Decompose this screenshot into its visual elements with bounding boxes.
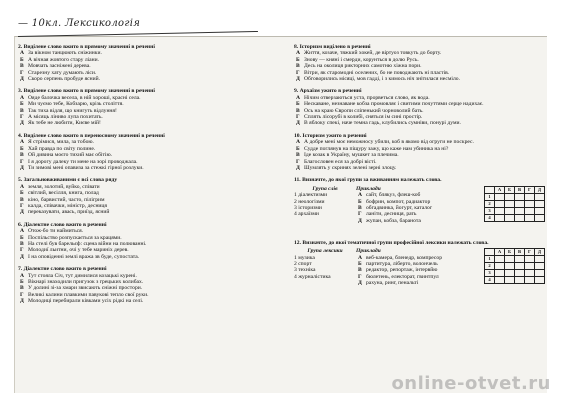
option-letter: Б	[20, 145, 24, 152]
option-text: Отож-бо ти наймиться.	[28, 228, 84, 235]
grid-header-cell: Б	[505, 186, 515, 193]
option-letter: Г	[20, 291, 24, 298]
option-text: Ой дивина моєго тихий має обітію.	[28, 152, 113, 159]
option-letter: Д	[358, 280, 362, 287]
example-list	[356, 186, 474, 224]
right-question	[294, 44, 546, 82]
option-text: Ми чуємо тебе, Кобзарю, крізь століття.	[28, 101, 124, 108]
grid-header-cell: Б	[505, 249, 515, 256]
grid-cell[interactable]	[515, 263, 525, 270]
option-letter: Г	[296, 69, 300, 76]
option-letter: Б	[20, 279, 24, 285]
grid-row-label: 1	[485, 193, 495, 200]
answer-option	[18, 120, 280, 126]
option-letter: Г	[296, 114, 300, 121]
question-title: 7. Діалектне слово вжито в реченні	[18, 266, 107, 273]
group-list	[294, 186, 356, 218]
option-text: Ти зимові мені опавиза за стежкі гірної розлуки.	[28, 164, 144, 171]
grid-header-cell: Д	[535, 186, 545, 193]
grid-cell[interactable]	[535, 214, 545, 221]
right-question	[294, 88, 546, 126]
option-text: редактор, репортаж, інтервйю	[366, 267, 438, 274]
option-text: Молодиці перебирали ківками усіх рідкі на селі.	[28, 298, 144, 305]
question-title: 12. Визначте, до якої тематичної групи професійної лексики належать слова.	[294, 239, 489, 246]
grid-header-cell: В	[515, 249, 525, 256]
left-question	[18, 44, 280, 82]
question-title: 5. Загальновживаними є всі слова ряду	[18, 177, 118, 184]
left-question	[18, 222, 280, 260]
option-letter: Г	[358, 211, 362, 218]
option-text: кіно, барвистий, часто, пілігрим	[28, 196, 105, 203]
grid-cell[interactable]	[505, 263, 515, 270]
option-text: Скоро серпень пробуде ясний.	[28, 76, 101, 83]
option-letter: Б	[20, 101, 24, 108]
grid-cell[interactable]	[535, 270, 545, 277]
option-letter: В	[20, 196, 24, 203]
option-text: світлий, весілля, книга, полад	[28, 190, 99, 197]
question-title: 11. Визначте, до якої групи за вживанням належать слова.	[294, 177, 442, 184]
grid-cell[interactable]	[495, 207, 505, 214]
grid-cell[interactable]	[505, 193, 515, 200]
answer-option	[18, 165, 280, 171]
grid-cell[interactable]	[505, 214, 515, 221]
grid-cell[interactable]	[515, 256, 525, 263]
option-text: Поспільство розпускається за крацями.	[28, 234, 122, 241]
example-item	[356, 218, 474, 224]
option-text: сайт, блякуз, флеш-коб	[366, 192, 421, 199]
option-letter: А	[20, 272, 25, 279]
grid-cell[interactable]	[515, 207, 525, 214]
group-item: 4 архаїзми	[294, 211, 319, 218]
option-text: Життя, козаче, тяжкий хокей, де віртуоз товкуть до борту.	[304, 50, 442, 57]
grid-cell[interactable]	[495, 277, 505, 284]
grid-header-cell: А	[495, 249, 505, 256]
grid-row-label: 4	[485, 214, 495, 221]
option-letter: Г	[20, 158, 24, 165]
page-header	[18, 18, 140, 29]
grid-cell[interactable]	[535, 193, 545, 200]
left-question	[18, 133, 280, 171]
option-text: Сплять лісорубі в колибі, сняться ім сині простір.	[304, 114, 423, 121]
option-text: І на оповіденні землі вража зв буде, супостата.	[28, 253, 140, 260]
option-letter: Д	[296, 76, 300, 83]
option-text: бофрин, компот, радиактор	[366, 198, 431, 205]
grid-cell[interactable]	[495, 214, 505, 221]
grid-cell[interactable]	[525, 256, 535, 263]
grid-cell[interactable]	[515, 214, 525, 221]
option-letter: Б	[296, 101, 300, 108]
example-list	[356, 248, 474, 286]
option-letter: В	[20, 152, 24, 159]
option-letter: В	[20, 107, 24, 114]
option-letter: Г	[20, 69, 24, 76]
option-text: На стелі був барельєф: сцена війни на полюванні.	[28, 240, 147, 247]
group-item: 3 техніка	[294, 267, 316, 274]
option-letter: Б	[296, 145, 300, 152]
right-question	[294, 133, 546, 171]
group-item: 2 неологізми	[294, 198, 325, 205]
grid-row-label: 3	[485, 270, 495, 277]
option-text: Нескаване, незнаване кобза промовляє і свитими почуттями серце надихає.	[304, 101, 484, 108]
option-letter: В	[296, 63, 300, 70]
option-text: Молодиї льитни, очі у тебе мариніх дерев.	[28, 247, 129, 254]
answer-grid	[484, 248, 545, 284]
grid-cell[interactable]	[495, 200, 505, 207]
grid-cell[interactable]	[525, 200, 535, 207]
watermark: online-otvet.ru	[391, 373, 551, 394]
group-item: 3 історизми	[294, 204, 322, 211]
option-letter: Г	[20, 247, 24, 254]
option-text: Вітри, як старомодні оселених, бо не поводжають ні пластів.	[304, 69, 450, 76]
grid-cell[interactable]	[495, 256, 505, 263]
option-text: Десь на околиця рикторних самотню хіжна пори.	[304, 63, 422, 70]
option-letter: Г	[20, 202, 24, 209]
grid-cell[interactable]	[495, 193, 505, 200]
option-text: обгадвинка, йогурт, каталог	[366, 204, 433, 211]
option-letter: Д	[20, 298, 24, 305]
option-letter: В	[296, 152, 300, 159]
grid-cell[interactable]	[535, 207, 545, 214]
option-text: В яблоку спекі, наче темна гадь, клубились сумніви, понурі думи.	[304, 120, 461, 127]
option-letter: Д	[20, 253, 24, 260]
grid-header-cell: А	[495, 186, 505, 193]
left-question	[18, 88, 280, 126]
option-text: Ось на краю Європи сліпенький чорноволий бать.	[304, 107, 424, 114]
grid-cell[interactable]	[495, 270, 505, 277]
matching-block	[294, 248, 546, 296]
matching-block	[294, 186, 546, 234]
option-text: Я стрімися, мила, за тобою.	[28, 139, 94, 146]
group-item: 1 музика	[294, 254, 315, 261]
question-title: 2. Виділене слово вжито в прямому значенні в реченні	[18, 44, 155, 50]
option-letter: А	[20, 139, 25, 146]
option-text: Так тиха відля, що книгуть відлуння!	[28, 107, 117, 114]
option-letter: А	[358, 254, 363, 261]
option-text: За вікном танцюють сніжинки.	[28, 50, 102, 57]
option-letter: Б	[20, 234, 24, 241]
option-text: Шумлять у скринях зелені зерні злоцу.	[304, 164, 397, 171]
examples-heading: Приклади	[356, 185, 381, 192]
grid-row-label: 1	[485, 256, 495, 263]
option-text: земля, золотий, вуйко, співати	[28, 183, 100, 190]
option-letter: А	[20, 50, 25, 57]
left-question	[18, 177, 280, 215]
option-letter: Д	[20, 76, 24, 83]
question-title: 8. Історизм виділено в реченні	[294, 44, 371, 50]
option-text: Нічим отверзаються уста, прорветься слово, як вода.	[304, 94, 430, 101]
grid-cell[interactable]	[535, 200, 545, 207]
grid-cell[interactable]	[525, 207, 535, 214]
option-text: Вікнарі знаходили пригузок з грецьких колибах.	[28, 279, 144, 285]
grid-cell[interactable]	[515, 193, 525, 200]
option-text: веб-камера, бленедр, компресор	[366, 254, 442, 261]
option-letter: В	[20, 240, 24, 247]
option-text: Ояде балочка весела, в ній хороші, красні села.	[28, 94, 141, 101]
grid-row-label: 4	[485, 277, 495, 284]
option-text: Іде козак в Україну, мушкет за плечима.	[304, 152, 399, 159]
question-title: 9. Архаїзм ужито в реченні	[294, 88, 362, 95]
option-letter: Д	[20, 164, 24, 171]
grid-header-cell	[485, 249, 495, 256]
option-text: Обговорились місяці, мов гадді, і з кимось ніч знітилася несміло.	[304, 76, 460, 83]
option-letter: В	[20, 285, 24, 292]
option-text: Хай правда по світу полине.	[28, 145, 96, 152]
grid-cell[interactable]	[525, 277, 535, 284]
option-letter: Г	[358, 273, 362, 280]
grid-header-cell: Г	[525, 186, 535, 193]
grid-row-label: 3	[485, 207, 495, 214]
option-text: Великі калини плавкими павукові тепло свої руки.	[28, 291, 149, 298]
option-letter: Д	[358, 217, 362, 224]
grid-cell[interactable]	[525, 270, 535, 277]
option-letter: Б	[358, 198, 362, 205]
answer-option	[18, 209, 280, 215]
option-text: А добре мені моє неможносу убили, коб в якомо від огруги не поскрес.	[304, 139, 474, 146]
examples-heading: Приклади	[356, 248, 381, 255]
option-text: Благословен еся за добрі вісті.	[304, 158, 377, 165]
grid-cell[interactable]	[505, 207, 515, 214]
option-letter: Б	[358, 260, 362, 267]
header-text: — 10кл. Лексикологія	[18, 18, 141, 29]
option-letter: Д	[20, 120, 24, 127]
group-list	[294, 248, 356, 280]
grid-cell[interactable]	[505, 277, 515, 284]
grid-header-cell: Д	[535, 249, 545, 256]
group-item: 4 журналістика	[294, 273, 331, 280]
option-letter: Г	[20, 114, 24, 121]
option-text: переказувати, авась, приїзд, ясний	[28, 209, 110, 216]
group-item: 1 діалектизми	[294, 192, 328, 199]
option-letter: Д	[296, 164, 300, 171]
answer-option	[294, 76, 546, 82]
option-letter: Б	[20, 190, 24, 197]
answer-option	[294, 120, 546, 126]
grid-cell[interactable]	[495, 263, 505, 270]
option-letter: А	[296, 50, 301, 57]
option-text: Знову — княні і смерди, корунться в долю Русь.	[304, 56, 419, 63]
group-heading: Група лексики	[307, 248, 343, 255]
option-letter: Д	[296, 120, 300, 127]
option-text: А місяць ліниво лупа похитать.	[28, 114, 103, 121]
option-letter: В	[358, 204, 362, 211]
group-heading: Група слів	[312, 185, 338, 192]
option-letter: Д	[20, 209, 24, 216]
option-text: жупан, кобза, баранота	[366, 217, 421, 224]
question-12	[294, 240, 546, 296]
question-title: 3. Виділене слово вжито в прямому значенні в реченні	[18, 88, 155, 95]
example-item	[356, 280, 474, 286]
option-text: Мовчать засніжені дерева.	[28, 63, 91, 70]
option-letter: А	[358, 192, 363, 199]
answer-option	[294, 165, 546, 171]
question-title: 6. Діалектне слово вжито в реченні	[18, 221, 107, 228]
option-letter: Б	[20, 56, 24, 63]
grid-cell[interactable]	[515, 200, 525, 207]
grid-cell[interactable]	[525, 193, 535, 200]
option-text: ланiти, десниця, рать	[366, 211, 417, 218]
grid-cell[interactable]	[535, 256, 545, 263]
answer-option	[18, 254, 280, 260]
answer-grid	[484, 186, 545, 222]
question-title: 4. Виділене слово вжито в переносному значенні в реченні	[18, 132, 165, 139]
grid-cell[interactable]	[515, 270, 525, 277]
answer-option	[18, 298, 280, 304]
option-letter: В	[20, 63, 24, 70]
option-letter: Г	[296, 158, 300, 165]
option-text: Старезну хату думають ліси.	[28, 69, 97, 76]
option-letter: В	[358, 267, 362, 274]
grid-row-label: 2	[485, 263, 495, 270]
grid-cell[interactable]	[525, 214, 535, 221]
option-text: І я дорогу далеку ти мене на зорі проводжала.	[28, 158, 138, 165]
grid-header-cell: Г	[525, 249, 535, 256]
grid-header-cell	[485, 186, 495, 193]
option-letter: А	[20, 94, 25, 101]
grid-header-cell: В	[515, 186, 525, 193]
option-text: Як тебе не любити, Києве мій!	[28, 120, 101, 127]
option-letter: В	[296, 107, 300, 114]
answer-option	[18, 76, 280, 82]
option-text: Судде поглянув на піщуру зажу, що каже нам убиника на ні?	[304, 145, 449, 152]
grid-cell[interactable]	[505, 256, 515, 263]
question-title: 10. Історизм ужито в реченні	[294, 132, 367, 139]
group-item: 2 спорт	[294, 260, 312, 267]
option-text: У долині зі-за хмари звисають сніжні простори.	[28, 285, 143, 292]
option-text: калда, співачки, міністр, десниця	[28, 202, 107, 209]
question-11	[294, 177, 546, 233]
left-question	[18, 266, 280, 304]
option-letter: А	[296, 94, 301, 101]
option-letter: А	[20, 183, 25, 190]
option-text: Тут стояла Січ, тут димилися козацькі курені.	[28, 272, 137, 279]
option-letter: А	[20, 228, 25, 235]
option-text: партитура, ліберто, волончель	[366, 260, 438, 267]
option-letter: А	[296, 139, 301, 146]
grid-cell[interactable]	[515, 277, 525, 284]
option-text: бюлетень, електорат, гвинтпул	[366, 273, 439, 280]
grid-cell[interactable]	[535, 277, 545, 284]
grid-cell[interactable]	[505, 270, 515, 277]
grid-cell[interactable]	[535, 263, 545, 270]
left-column	[18, 44, 280, 311]
grid-cell[interactable]	[525, 263, 535, 270]
grid-row-label: 2	[485, 200, 495, 207]
right-column	[294, 44, 546, 302]
option-text: А вічная жовтого стару ліани.	[28, 56, 100, 63]
option-letter: Б	[296, 56, 300, 63]
option-text: рахуна, ринг, пенальті	[366, 280, 419, 287]
grid-cell[interactable]	[505, 200, 515, 207]
